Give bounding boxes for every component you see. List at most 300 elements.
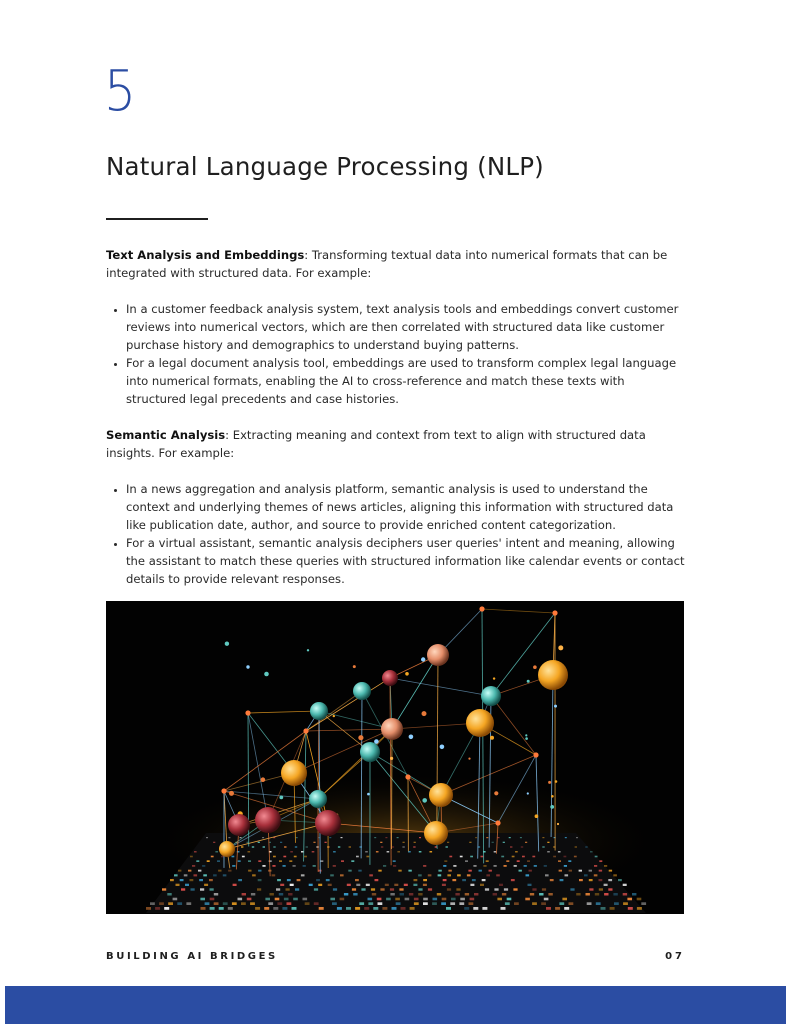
grid-cell xyxy=(443,865,446,867)
grid-cell xyxy=(191,888,195,890)
grid-cell xyxy=(608,879,612,881)
grid-cell xyxy=(498,837,500,838)
grid-cell xyxy=(637,898,642,901)
network-node-dot xyxy=(557,823,559,825)
network-node-dot xyxy=(527,680,530,683)
grid-cell xyxy=(314,902,319,905)
network-node-dot xyxy=(533,665,537,669)
grid-cell xyxy=(499,884,503,886)
grid-cell xyxy=(290,851,293,853)
grid-cell xyxy=(248,851,251,853)
grid-cell xyxy=(568,860,571,862)
grid-cell xyxy=(530,893,534,896)
grid-cell xyxy=(213,874,217,876)
grid-cell xyxy=(240,837,242,838)
grid-cell xyxy=(532,856,535,858)
grid-cell xyxy=(276,888,280,890)
grid-cell xyxy=(601,907,606,910)
grid-cell xyxy=(432,902,437,905)
grid-cell xyxy=(304,856,307,858)
grid-cell xyxy=(284,846,286,847)
network-tip xyxy=(552,610,557,615)
data-sphere xyxy=(424,821,448,845)
grid-cell xyxy=(316,879,320,881)
network-node-dot xyxy=(421,657,425,661)
grid-cell xyxy=(279,860,282,862)
grid-cell xyxy=(395,898,400,901)
grid-cell xyxy=(632,893,636,896)
grid-cell xyxy=(293,865,296,867)
grid-cell xyxy=(418,893,422,896)
grid-cell xyxy=(337,907,342,910)
data-network-illustration xyxy=(106,601,684,914)
grid-cell xyxy=(184,874,188,876)
grid-cell xyxy=(430,851,433,853)
grid-cell xyxy=(442,898,447,901)
grid-cell xyxy=(399,888,403,890)
network-node-dot xyxy=(468,758,470,760)
grid-cell xyxy=(283,856,286,858)
grid-cell xyxy=(599,888,603,890)
grid-cell xyxy=(610,907,615,910)
grid-cell xyxy=(164,907,169,910)
grid-cell xyxy=(493,893,497,896)
grid-cell xyxy=(457,874,461,876)
network-stem xyxy=(391,729,392,849)
network-node-dot xyxy=(558,645,563,650)
grid-cell xyxy=(526,874,530,876)
grid-cell xyxy=(564,856,567,858)
grid-cell xyxy=(637,907,642,910)
grid-cell xyxy=(514,902,519,905)
grid-cell xyxy=(539,893,543,896)
grid-cell xyxy=(258,870,261,872)
data-sphere xyxy=(310,702,328,720)
network-node-dot xyxy=(261,777,266,782)
grid-cell xyxy=(200,898,205,901)
grid-cell xyxy=(447,888,451,890)
grid-cell xyxy=(486,874,490,876)
network-node-dot xyxy=(525,734,527,736)
grid-cell xyxy=(273,856,276,858)
section-2-intro xyxy=(106,426,686,462)
grid-cell xyxy=(333,888,337,890)
grid-cell xyxy=(423,884,427,886)
grid-cell xyxy=(447,874,451,876)
grid-cell xyxy=(170,879,174,881)
grid-cell xyxy=(494,865,497,867)
grid-cell xyxy=(613,893,617,896)
grid-cell xyxy=(414,842,416,843)
network-node-dot xyxy=(229,791,234,796)
grid-cell xyxy=(524,865,527,867)
network-graphic-svg xyxy=(106,601,684,914)
grid-cell xyxy=(623,902,628,905)
grid-cell xyxy=(196,860,199,862)
grid-cell xyxy=(248,860,251,862)
grid-cell xyxy=(378,902,383,905)
grid-cell xyxy=(309,884,313,886)
grid-cell xyxy=(489,870,492,872)
grid-cell xyxy=(232,865,235,867)
grid-cell xyxy=(155,907,160,910)
data-sphere xyxy=(309,790,327,808)
grid-cell xyxy=(613,874,617,876)
grid-cell xyxy=(380,842,382,843)
grid-cell xyxy=(595,893,599,896)
grid-cell xyxy=(186,902,191,905)
grid-cell xyxy=(520,837,522,838)
section-1-term: Text Analysis and Embeddings xyxy=(106,248,305,262)
network-node-dot xyxy=(367,793,370,796)
grid-cell xyxy=(589,888,593,890)
network-node-dot xyxy=(422,711,427,716)
network-tip xyxy=(495,820,500,825)
grid-cell xyxy=(507,898,512,901)
grid-cell xyxy=(517,860,520,862)
grid-cell xyxy=(496,874,500,876)
grid-cell xyxy=(559,870,562,872)
grid-cell xyxy=(387,851,390,853)
data-sphere xyxy=(219,841,235,857)
grid-cell xyxy=(405,898,410,901)
grid-cell xyxy=(482,879,486,881)
grid-cell xyxy=(565,837,567,838)
grid-cell xyxy=(443,879,447,881)
title-divider xyxy=(106,218,208,220)
grid-cell xyxy=(263,846,265,847)
grid-cell xyxy=(338,846,340,847)
grid-cell xyxy=(542,837,544,838)
grid-cell xyxy=(401,907,406,910)
grid-cell xyxy=(447,842,449,843)
grid-cell xyxy=(325,842,327,843)
grid-cell xyxy=(150,902,155,905)
grid-cell xyxy=(359,902,364,905)
grid-cell xyxy=(203,874,207,876)
grid-cell xyxy=(351,860,354,862)
grid-cell xyxy=(381,846,383,847)
grid-cell xyxy=(292,907,297,910)
grid-cell xyxy=(486,860,489,862)
grid-cell xyxy=(228,907,233,910)
network-node-dot xyxy=(494,791,498,795)
grid-cell xyxy=(521,846,523,847)
grid-cell xyxy=(206,837,208,838)
grid-cell xyxy=(228,870,231,872)
grid-cell xyxy=(205,902,210,905)
grid-cell xyxy=(529,870,532,872)
grid-cell xyxy=(614,902,619,905)
grid-cell xyxy=(465,893,469,896)
grid-cell xyxy=(178,870,181,872)
grid-cell xyxy=(232,856,235,858)
grid-cell xyxy=(470,898,475,901)
grid-cell xyxy=(238,860,241,862)
grid-cell xyxy=(528,884,532,886)
grid-cell xyxy=(190,856,193,858)
grid-cell xyxy=(485,888,489,890)
network-tip xyxy=(479,606,484,611)
grid-cell xyxy=(301,851,304,853)
grid-cell xyxy=(414,898,419,901)
grid-cell xyxy=(398,870,401,872)
network-node-dot xyxy=(555,780,558,783)
grid-cell xyxy=(553,856,556,858)
grid-cell xyxy=(522,856,525,858)
grid-cell xyxy=(627,898,632,901)
grid-cell xyxy=(348,870,351,872)
grid-cell xyxy=(349,846,351,847)
grid-cell xyxy=(393,860,396,862)
grid-cell xyxy=(525,898,530,901)
grid-cell xyxy=(319,907,324,910)
grid-cell xyxy=(479,870,482,872)
grid-cell xyxy=(284,898,289,901)
grid-cell xyxy=(547,842,549,843)
network-node-dot xyxy=(390,757,393,760)
grid-cell xyxy=(303,898,308,901)
footer-book-title: BUILDING AI BRIDGES xyxy=(106,951,278,962)
grid-cell xyxy=(347,884,351,886)
grid-cell xyxy=(258,860,261,862)
grid-cell xyxy=(599,860,602,862)
grid-cell xyxy=(482,907,487,910)
data-sphere xyxy=(255,807,281,833)
grid-cell xyxy=(293,898,298,901)
grid-cell xyxy=(199,879,203,881)
grid-cell xyxy=(390,893,394,896)
grid-cell xyxy=(241,902,246,905)
section-1-intro xyxy=(106,246,686,282)
grid-cell xyxy=(419,851,422,853)
grid-cell xyxy=(503,842,505,843)
grid-cell xyxy=(255,907,260,910)
grid-cell xyxy=(604,884,608,886)
grid-cell xyxy=(294,856,297,858)
grid-cell xyxy=(361,888,365,890)
grid-cell xyxy=(448,870,451,872)
grid-cell xyxy=(214,893,218,896)
grid-cell xyxy=(544,865,547,867)
grid-cell xyxy=(329,837,331,838)
grid-cell xyxy=(210,888,214,890)
grid-cell xyxy=(456,888,460,890)
network-node-dot xyxy=(490,736,494,740)
network-node-dot xyxy=(409,735,414,740)
grid-cell xyxy=(258,879,262,881)
grid-cell xyxy=(355,907,360,910)
grid-cell xyxy=(492,842,494,843)
grid-cell xyxy=(428,888,432,890)
grid-cell xyxy=(641,902,646,905)
network-node-dot xyxy=(333,715,335,717)
grid-cell xyxy=(279,893,283,896)
grid-cell xyxy=(373,907,378,910)
grid-cell xyxy=(474,893,478,896)
grid-cell xyxy=(599,870,602,872)
grid-cell xyxy=(200,888,204,890)
section-2-definition: : Extracting meaning and context from text to align with structured data insights. For example: xyxy=(106,428,646,460)
grid-cell xyxy=(515,851,518,853)
grid-cell xyxy=(340,898,345,901)
grid-cell xyxy=(444,860,447,862)
grid-cell xyxy=(532,888,536,890)
grid-cell xyxy=(277,902,282,905)
grid-cell xyxy=(162,888,166,890)
grid-cell xyxy=(198,870,201,872)
grid-cell xyxy=(242,856,245,858)
grid-cell xyxy=(218,870,221,872)
grid-cell xyxy=(168,902,173,905)
grid-cell xyxy=(366,856,369,858)
network-node-dot xyxy=(554,705,557,708)
grid-cell xyxy=(228,837,230,838)
list-item: • For a virtual assistant, semantic analysis deciphers user queries' intent and meaning, allowing the assistant to match these queries with structured information like calendar events or contact details to provide relevant responses. xyxy=(126,534,686,588)
data-sphere xyxy=(381,718,403,740)
network-node-dot xyxy=(440,745,445,750)
grid-cell xyxy=(542,846,544,847)
grid-cell xyxy=(283,865,286,867)
grid-cell xyxy=(180,879,184,881)
grid-cell xyxy=(513,888,517,890)
grid-cell xyxy=(452,879,456,881)
data-sphere xyxy=(228,814,250,836)
grid-cell xyxy=(560,879,564,881)
grid-cell xyxy=(541,902,546,905)
grid-cell xyxy=(481,856,484,858)
grid-cell xyxy=(576,893,580,896)
grid-cell xyxy=(446,907,451,910)
data-sphere xyxy=(429,783,453,807)
grid-cell xyxy=(233,884,237,886)
grid-cell xyxy=(418,874,422,876)
grid-cell xyxy=(223,902,228,905)
grid-cell xyxy=(589,879,593,881)
list-item: • For a legal document analysis tool, embeddings are used to transform complex legal language into numerical formats, enabling the AI to cross-reference and match these texts with structured legal precedents and case histories. xyxy=(126,354,686,408)
grid-cell xyxy=(414,902,419,905)
data-sphere xyxy=(466,709,494,737)
grid-cell xyxy=(270,893,274,896)
grid-cell xyxy=(330,874,334,876)
grid-cell xyxy=(453,865,456,867)
section-2-term: Semantic Analysis xyxy=(106,428,226,442)
grid-cell xyxy=(374,837,376,838)
grid-cell xyxy=(188,870,191,872)
grid-cell xyxy=(368,898,373,901)
grid-cell xyxy=(451,898,456,901)
grid-cell xyxy=(356,884,360,886)
grid-cell xyxy=(214,902,219,905)
grid-cell xyxy=(469,842,471,843)
grid-cell xyxy=(570,888,574,890)
grid-cell xyxy=(382,907,387,910)
grid-cell xyxy=(609,870,612,872)
grid-cell xyxy=(473,865,476,867)
grid-cell xyxy=(428,874,432,876)
grid-cell xyxy=(371,888,375,890)
grid-cell xyxy=(397,851,400,853)
network-node-dot xyxy=(551,795,554,798)
grid-cell xyxy=(623,884,627,886)
network-node-dot xyxy=(279,796,283,800)
section-2-bullet-list xyxy=(106,480,686,588)
network-node-dot xyxy=(550,805,554,809)
grid-cell xyxy=(318,884,322,886)
grid-cell xyxy=(569,870,572,872)
grid-cell xyxy=(341,860,344,862)
grid-cell xyxy=(574,856,577,858)
grid-cell xyxy=(277,879,281,881)
grid-cell xyxy=(326,879,330,881)
grid-cell xyxy=(460,898,465,901)
grid-cell xyxy=(604,893,608,896)
grid-cell xyxy=(265,898,270,901)
grid-cell xyxy=(558,851,561,853)
grid-cell xyxy=(287,902,292,905)
grid-cell xyxy=(204,884,208,886)
grid-cell xyxy=(564,907,569,910)
chapter-title: Natural Language Processing (NLP) xyxy=(106,152,544,181)
grid-cell xyxy=(223,874,227,876)
grid-cell xyxy=(585,846,587,847)
grid-cell xyxy=(413,846,415,847)
grid-cell xyxy=(377,898,382,901)
grid-cell xyxy=(438,870,441,872)
grid-cell xyxy=(509,837,511,838)
grid-cell xyxy=(258,842,260,843)
grid-cell xyxy=(280,842,282,843)
network-node-dot xyxy=(353,665,356,668)
grid-cell xyxy=(555,907,560,910)
grid-cell xyxy=(419,837,421,838)
list-item: • In a news aggregation and analysis platform, semantic analysis is used to understand the context and underlying themes of news articles, aligning this information with structured data like publication date, author, and source to provide enriched content categorization. xyxy=(126,480,686,534)
grid-cell xyxy=(587,902,592,905)
grid-cell xyxy=(159,902,164,905)
grid-cell xyxy=(409,893,413,896)
grid-cell xyxy=(305,902,310,905)
grid-cell xyxy=(385,837,387,838)
grid-cell xyxy=(272,874,276,876)
grid-cell xyxy=(213,842,215,843)
grid-cell xyxy=(296,837,298,838)
network-tip xyxy=(405,774,410,779)
grid-cell xyxy=(459,902,464,905)
grid-cell xyxy=(385,884,389,886)
grid-cell xyxy=(547,851,550,853)
grid-cell xyxy=(368,902,373,905)
grid-cell xyxy=(559,902,564,905)
grid-cell xyxy=(534,865,537,867)
grid-cell xyxy=(303,865,306,867)
grid-cell xyxy=(608,888,612,890)
grid-cell xyxy=(207,860,210,862)
grid-cell xyxy=(192,865,195,867)
grid-cell xyxy=(623,893,627,896)
grid-cell xyxy=(590,851,593,853)
grid-cell xyxy=(486,837,488,838)
grid-cell xyxy=(340,874,344,876)
grid-cell xyxy=(146,907,151,910)
network-tip xyxy=(221,788,226,793)
grid-cell xyxy=(494,888,498,890)
grid-cell xyxy=(262,865,265,867)
grid-cell xyxy=(358,870,361,872)
grid-cell xyxy=(290,884,294,886)
grid-cell xyxy=(392,907,397,910)
grid-cell xyxy=(594,874,598,876)
grid-cell xyxy=(511,879,515,881)
